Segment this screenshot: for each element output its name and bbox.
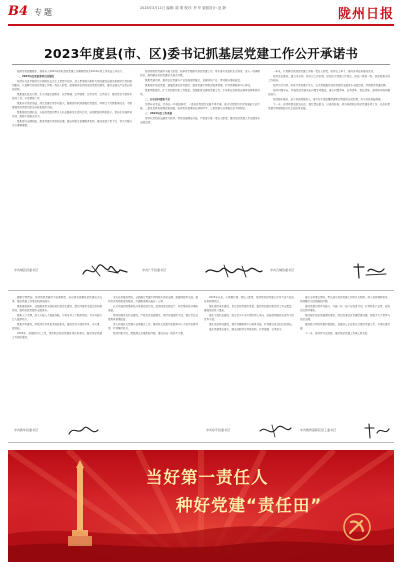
handwritten-signature — [362, 422, 392, 440]
paragraph: 坚持示范引领，培育打造党建示范点，以点带面推动基层党组织全面进步全面过硬，持续擦亮党建品牌。 — [273, 84, 389, 87]
paragraph: 履职尽责情况。坚持把抓党建作为首要职责，亲自研究部署基层党建重点任务，推动党建工作责任制落地落实。 — [12, 296, 102, 303]
signature-label: 中共新华县委书记 — [14, 428, 39, 432]
signature-block-1 — [14, 262, 134, 280]
banner-headline-1: 当好第一责任人 — [146, 468, 269, 487]
paragraph: 聚焦锻造过硬队伍，实施村党组织带头人队伍整体优化提升行动，选优配强村两委班子，常态化开展教育培训，激励干部担当作为。 — [12, 111, 132, 118]
signature-label: 中共陇州高新区党工委书记 — [300, 428, 337, 432]
paragraph: 下一步，将坚持守正创新，推动基层党建工作再上新台阶。 — [305, 332, 371, 335]
paragraph: 坚持把抓好党建作为最大政绩，每季度专题研究基层党建工作，带头落实基层联系点制度，深入一线调研指导，推动解决基层党建重点难点问题。 — [140, 70, 260, 77]
paragraph: 强化干部队伍建设，树立重实干重实绩的用人导向，选拔使用敢担当善作为的优秀干部。 — [204, 314, 294, 321]
paragraph: 坚持以习近平新时代中国特色社会主义思想为指导，深入贯彻落实新时代党的建设总要求和新时代党的组织路线，认真履行抓基层党建工作第一责任人职责，统筹推进各领域基层党组织建设，推动全面从严治党向基层延伸。 — [12, 80, 132, 91]
paragraph: 坚持以党的政治建设为统领，持续加强理论武装，严格落实第一责任人职责，推动基层党建工作全面进步全面过硬。 — [140, 117, 260, 124]
section-divider — [8, 290, 394, 291]
signature-label: 中共城区县委书记 — [14, 268, 39, 272]
section-heading: 二、存在的问题和不足 — [145, 98, 171, 101]
paragraph: 2023年以来，认真履行第一责任人职责，坚持把基层党建工作作为重大政治任务抓紧抓实。 — [204, 296, 294, 303]
masthead — [8, 4, 394, 24]
newspaper-logo: 陇州日报 — [337, 7, 394, 22]
body-column-bottom-4 — [300, 296, 390, 418]
paragraph: 对照年初承诺，仍存在一些短板弱项：一是基层党组织发展不够平衡，部分村党组织引领发展能力还不强；二是党员教育管理还需加强，流动党员管理存在薄弱环节；三是党建与业务融合还不够紧密。 — [140, 103, 260, 110]
handwritten-signature — [66, 422, 102, 440]
paragraph: 下一步，将持续提高政治站位，强化责任担当，以更高标准、更实举措抓好基层党建各项工作，以高质量党建引领保障经济社会高质量发展。 — [268, 103, 390, 110]
body-column-top-2 — [140, 70, 260, 256]
monument-icon — [68, 460, 92, 550]
handwritten-signature — [258, 422, 294, 440]
paragraph: 聚焦作风建设，持续深化作风革命效能革命，推动党员干部转作风、办实事、提效能。 — [12, 323, 102, 330]
paragraph: 聚焦党建引领，推动农村党建与产业发展深度融合，发展特色产业，带动群众增收致富。 — [145, 79, 243, 82]
paragraph: 强化党建责任落实，健全述职评议考核机制，以考促建、以考促干。 — [209, 328, 285, 331]
signature-label: 中共东平县委书记 — [206, 428, 231, 432]
paragraph: 推动党建引领乡村振兴，实施一村一品产业培育计划，打造特色产业带，促进农民持续增收。 — [300, 305, 390, 312]
signature-label: 中共石城县委书记 — [270, 268, 295, 272]
paragraph: 推动城市基层党建提质增效，深化街道社区党建联建共建，凝聚多方力量参与基层治理。 — [300, 314, 390, 321]
paragraph: 聚焦提升治理效能，推进党建引领基层治理，健全网格化管理服务机制，推动资源力量下沉，切实为群众办实事解难题。 — [12, 120, 132, 127]
handwritten-signature — [350, 262, 390, 280]
paragraph: 推动新兴领域党建扩面提质，加强非公企业和社会组织党建工作，实现应建尽建。 — [300, 323, 390, 330]
paragraph: 坚持问题导向，开展基层党建突出问题专项整治，建立问题清单、任务清单、责任清单，逐项销号推动整改落实。 — [268, 89, 390, 96]
body-column-top-1 — [12, 70, 132, 256]
paragraph: 按照市委部署要求，现将本人2023年度抓基层党建工作履职情况及2024年度工作承诺公开如下。 — [17, 70, 125, 73]
paragraph: 聚焦人才支撑，深入实施人才强县战略，引育各类人才服务基层，为乡村振兴注入强劲动力。 — [12, 314, 102, 321]
paragraph: 扎实开展村级集体经济发展攻坚行动，盘活闲置资源资产，拓宽集体经济增收渠道。 — [108, 305, 198, 312]
signature-block-6 — [300, 422, 392, 440]
section-heading: 一、2023年度承诺事项完成情况 — [17, 75, 54, 78]
masthead-divider — [8, 24, 394, 26]
section-divider — [8, 442, 394, 443]
paragraph: 强化基层阵地建设，提升党群服务中心服务功能，打造群众身边的红色驿站。 — [209, 323, 294, 326]
promo-banner — [8, 450, 394, 562]
paragraph: 一年来，认真履行抓基层党建工作第一责任人职责，坚持以上率下，推动各项任务落地见效。 — [273, 70, 376, 73]
paragraph: 重点任务推进情况。全面推行党建引领网格化基层治理，组建网格党支部，推动党员到网格报到服务，打通服务群众最后一公里。 — [108, 296, 198, 303]
paragraph: 聚焦城市基层党建，建强街道社区党组织，推进党建引领物业服务管理，打造党群服务中心阵地。 — [145, 84, 253, 87]
paragraph: 坚持固本强基，加大基层保障投入，落实村干部报酬待遇和村级组织运转经费，夯实基层基础保障。 — [273, 98, 384, 101]
signature-block-5 — [206, 422, 296, 440]
party-emblem-icon — [342, 512, 372, 542]
section-number: B4 — [8, 4, 29, 19]
paragraph: 坚持问需于民，聚焦群众急难愁盼问题，推动办成一批民生实事。 — [113, 332, 186, 335]
paragraph: 2024年，将围绕中心工作，持续抓好基层党建各项任务落实，推动基层党建工作提质增效。 — [12, 332, 102, 339]
paragraph: 聚焦强化政治引领，扎实开展主题教育，以学铸魂、以学增智、以学正风、以学促干，推动党员干部筑牢信仰之基、补足精神之钙。 — [12, 93, 132, 100]
paragraph: 聚焦强基固本，全面推进党支部标准化规范化建设，组织开展党支部达标创星活动，推动基层党组织全面进步。 — [12, 305, 102, 312]
signature-block-4 — [14, 422, 104, 440]
body-column-bottom-3 — [204, 296, 294, 418]
signature-block-2 — [142, 262, 266, 280]
paragraph: 强化组织体系建设，优化基层党组织设置，推动党的组织和党的工作全覆盖，建强基层战斗堡垒。 — [204, 305, 294, 312]
paragraph: 深入开展机关党建与业务融合工作，推动机关党组织在服务中心大局中发挥作用，打造模范机关。 — [108, 323, 198, 330]
paragraph: 落实主体责任情况。带头落实基层党建工作联系点制度，深入基层调研指导，协调解决实际困难和问题。 — [300, 296, 390, 303]
body-column-bottom-2 — [108, 296, 198, 418]
signature-block-3 — [270, 262, 392, 280]
handwritten-signature — [80, 262, 130, 280]
paragraph: 聚焦夯实基层基础，深化党建引领乡村振兴，整顿提升软弱涣散村党组织，持续壮大村级集体经济，不断增强基层党组织政治功能和组织功能。 — [12, 102, 132, 109]
paragraph: 坚持高位推动，建立书记抓、抓书记工作机制，层层压实党建工作责任，形成一级抓一级、层层抓落实的工作格局。 — [268, 75, 390, 82]
body-column-top-3 — [268, 70, 390, 256]
issue-info: 2024年3月11日 编辑: 陈 明 校对: 李 华 版面设计: 赵 静 — [140, 6, 226, 10]
title-divider — [12, 64, 390, 65]
paragraph: 聚焦两新组织，扩大党的组织和工作覆盖，加强新就业群体党建工作，引导新业态新就业群体发挥积极作用。 — [140, 89, 260, 96]
handwritten-signature — [204, 262, 264, 280]
paragraph: 持续加强党员队伍建设，严格党员发展程序，规范开展组织生活，强化党员日常教育管理监督。 — [108, 314, 198, 321]
article-title: 2023年度县(市、区)委书记抓基层党建工作公开承诺书 — [43, 46, 359, 61]
banner-headline-2: 种好党建“责任田” — [176, 496, 323, 515]
section-heading: 三、2024年度工作承诺 — [145, 112, 172, 115]
section-name: 专题 — [34, 8, 54, 17]
signature-label: 中共广平县委书记 — [142, 268, 167, 272]
body-column-bottom-1 — [12, 296, 102, 418]
